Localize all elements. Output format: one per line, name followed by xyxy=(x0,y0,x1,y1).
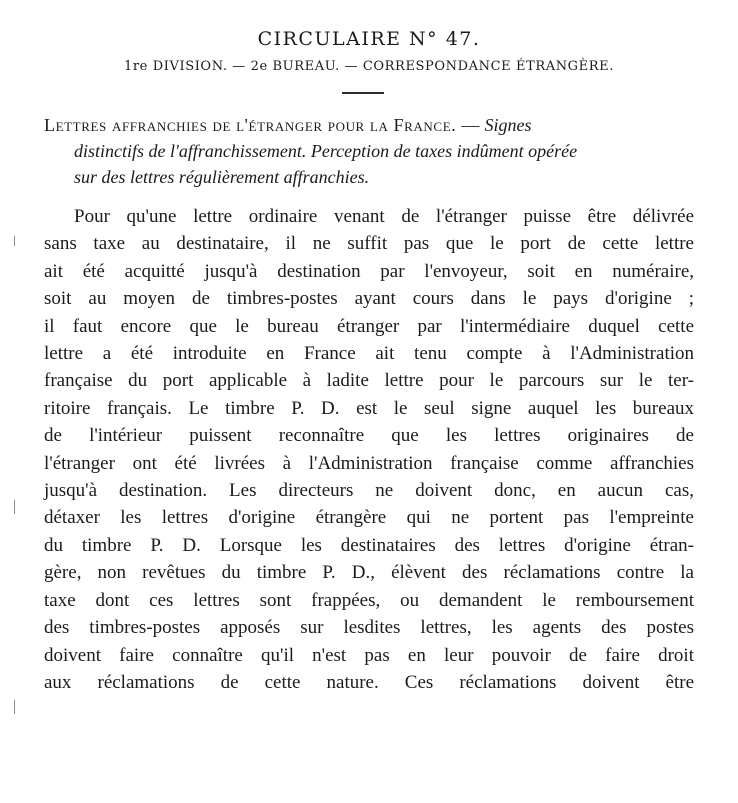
margin-mark xyxy=(14,500,15,514)
heading-italic-start: Signes xyxy=(484,115,532,135)
body-line: détaxer les lettres d'origine étrangère qui ne portent pas l'empreinte xyxy=(44,507,694,529)
body-line: doivent faire connaître qu'il n'est pas en leur pouvoir de faire droit xyxy=(44,644,694,666)
body-line: ait été acquitté jusqu'à destination par l'envoyeur, soit en numéraire, xyxy=(44,260,694,282)
body-line: soit au moyen de timbres-postes ayant cours dans le pays d'origine ; xyxy=(44,288,694,310)
body-line: sans taxe au destinataire, il ne suffit pas que le port de cette lettre xyxy=(44,233,694,255)
division-subtitle: 1re DIVISION. — 2e BUREAU. — CORRESPONDANCE ÉTRANGÈRE. xyxy=(124,59,614,74)
body-line: jusqu'à destination. Les directeurs ne doivent donc, en aucun cas, xyxy=(44,480,694,502)
body-line: gère, non revêtues du timbre P. D., élèvent des réclamations contre la xyxy=(44,562,694,584)
heading-caps-text: Lettres affranchies de l'étranger pour la France. — xyxy=(44,115,481,135)
body-line: aux réclamations de cette nature. Ces réclamations doivent être xyxy=(44,671,694,693)
body-line: il faut encore que le bureau étranger par l'intermédiaire duquel cette xyxy=(44,315,694,337)
body-line: de l'intérieur puissent reconnaître que les lettres originaires de xyxy=(44,425,694,447)
circular-title: CIRCULAIRE N° 47. xyxy=(257,28,481,50)
body-line: ritoire français. Le timbre P. D. est le seul signe auquel les bureaux xyxy=(44,397,694,419)
body-line: taxe dont ces lettres sont frappées, ou demandent le remboursement xyxy=(44,589,694,611)
section-heading xyxy=(44,112,700,190)
body-line: française du port applicable à ladite lettre pour le parcours sur le ter- xyxy=(44,370,694,392)
body-line: du timbre P. D. Lorsque les destinataires des lettres d'origine étran- xyxy=(44,534,694,556)
body-line: lettre a été introduite en France ait tenu compte à l'Administration xyxy=(44,343,694,365)
section-divider xyxy=(342,92,384,94)
body-paragraph xyxy=(44,203,694,696)
margin-mark xyxy=(14,236,15,246)
margin-mark xyxy=(14,700,15,714)
body-line: l'étranger ont été livrées à l'Administration française comme affranchies xyxy=(44,452,694,474)
heading-italic-line-3: sur des lettres régulièrement affranchies. xyxy=(74,167,370,187)
body-line: Pour qu'une lettre ordinaire venant de l'étranger puisse être délivrée xyxy=(74,206,694,227)
heading-italic-line-2: distinctifs de l'affranchissement. Perception de taxes indûment opérée xyxy=(74,141,578,161)
body-line: des timbres-postes apposés sur lesdites lettres, les agents des postes xyxy=(44,617,694,639)
